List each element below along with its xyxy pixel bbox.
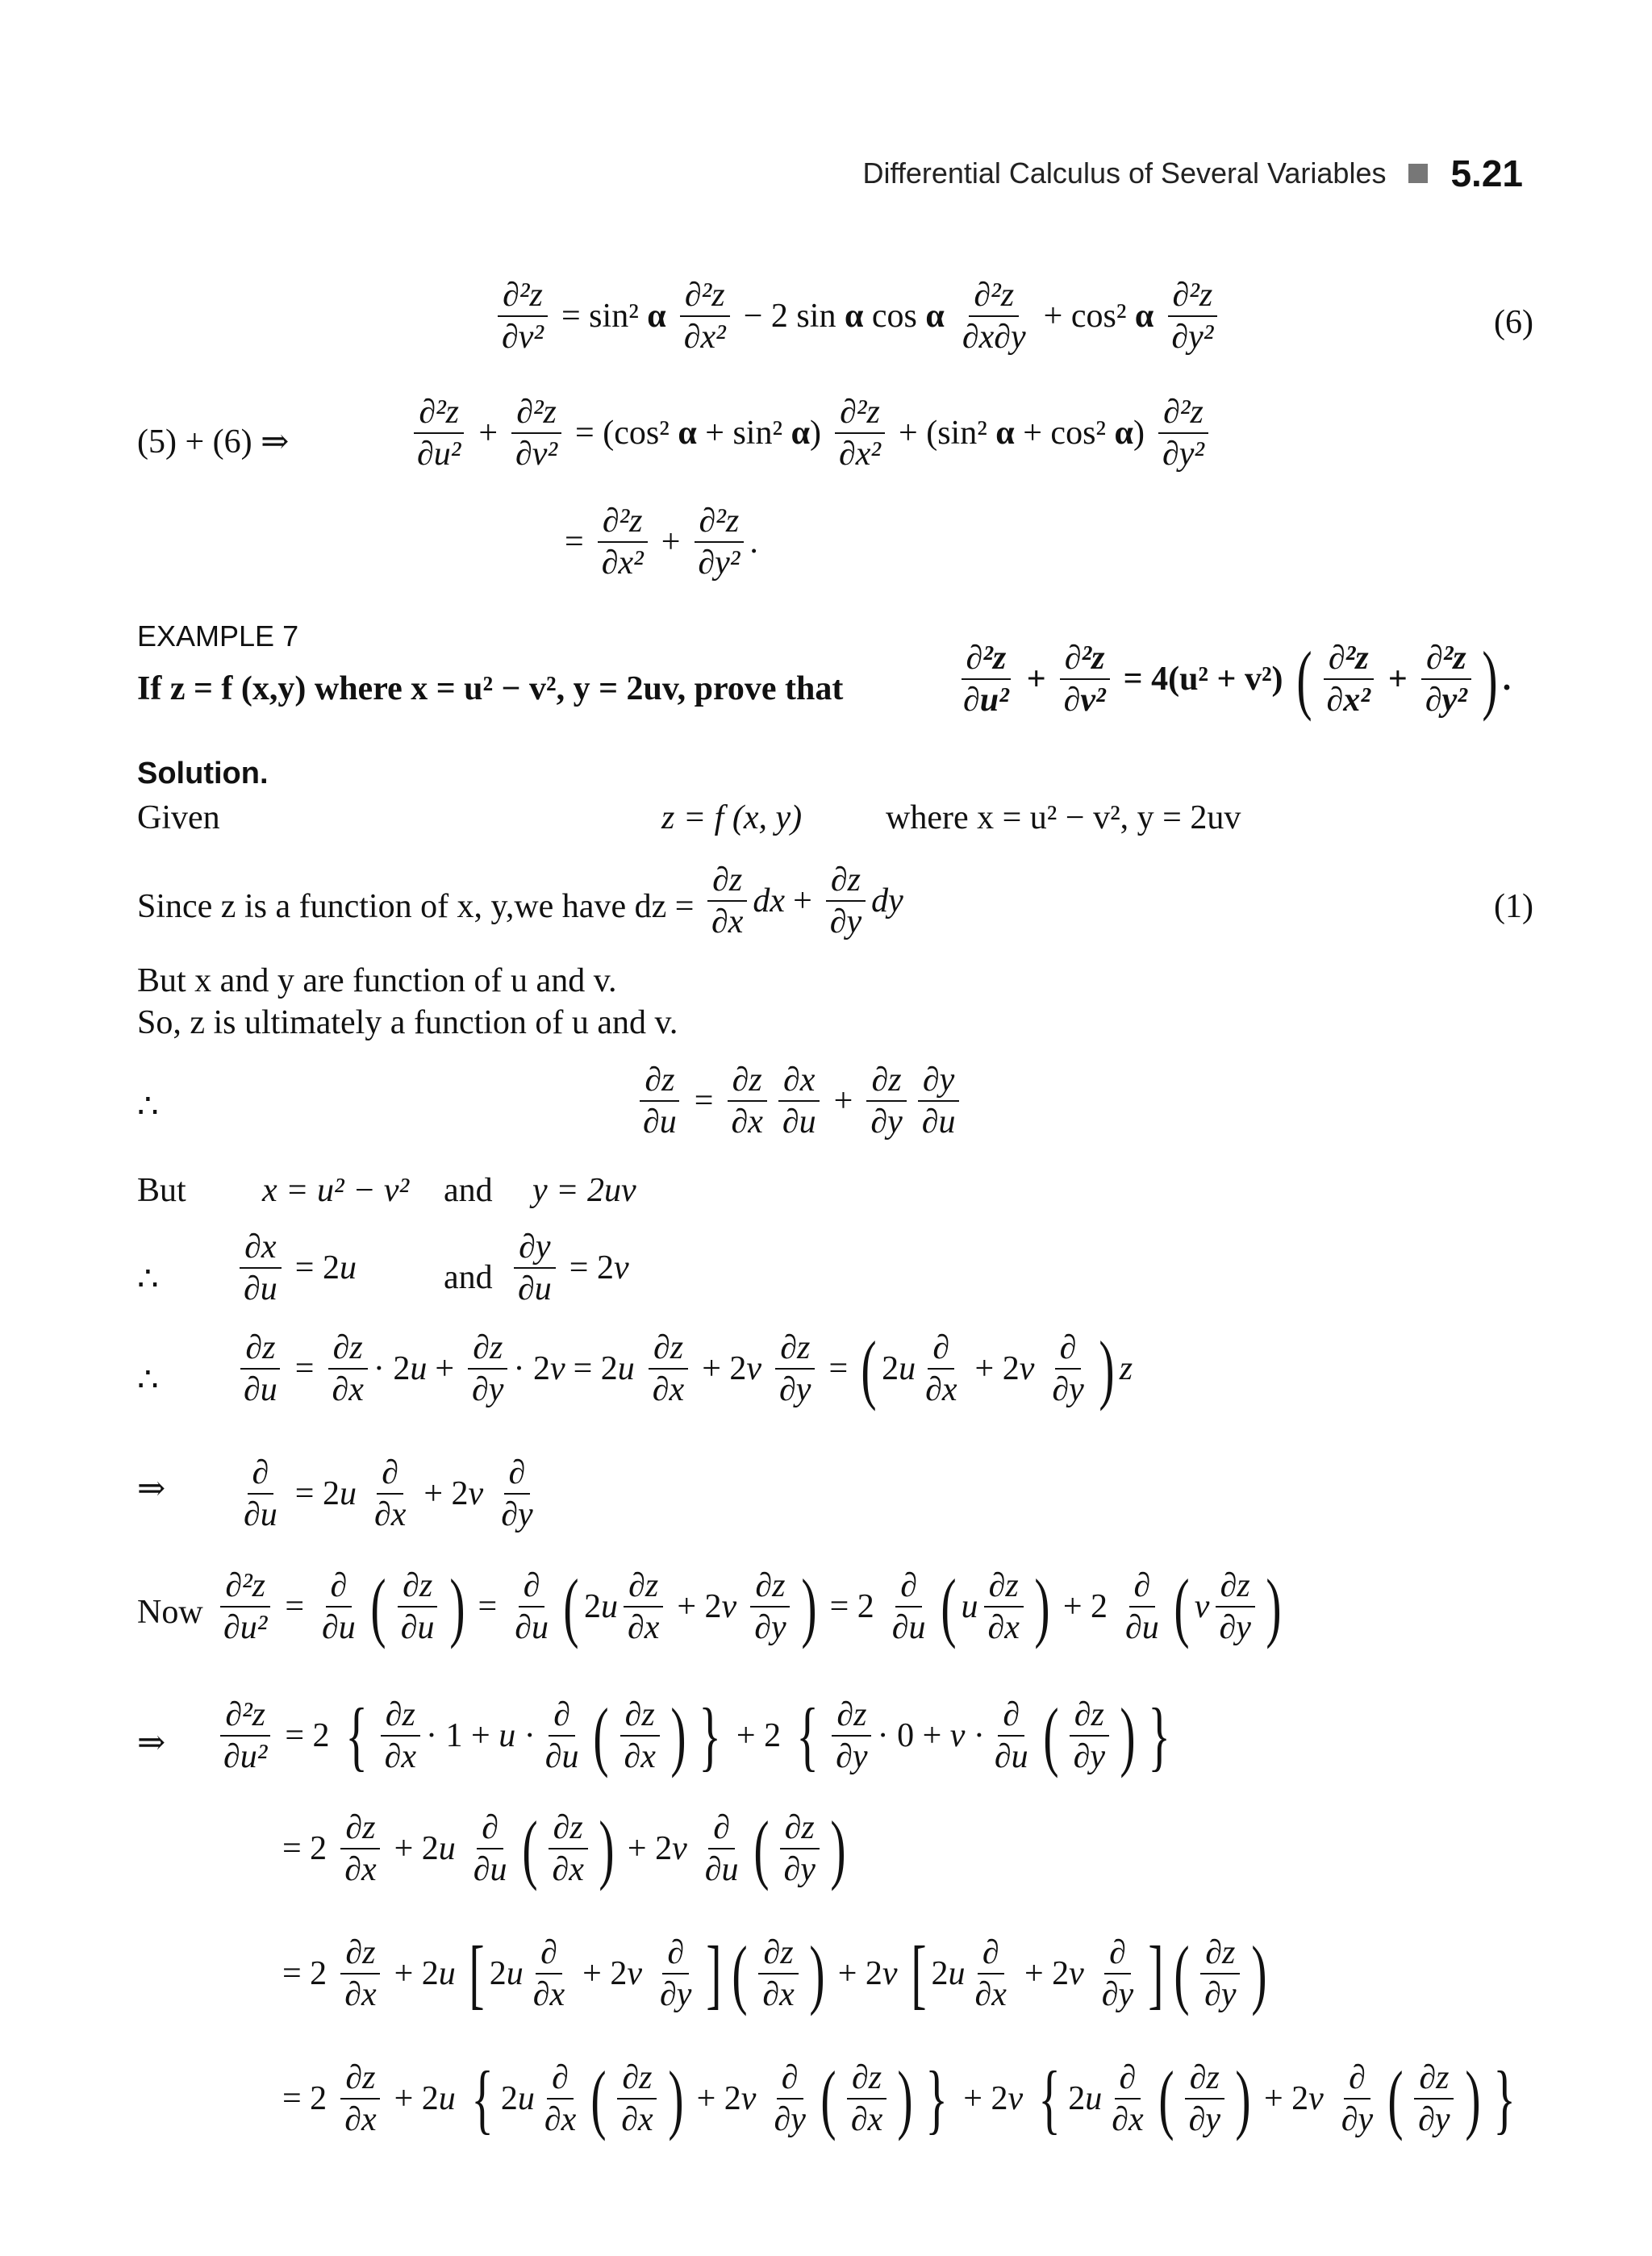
therefore-1: ∴ [137,1088,159,1125]
now-label: Now [137,1594,203,1631]
y-definition: y = 2uv [532,1172,636,1209]
running-title: Differential Calculus of Several Variables [862,156,1387,190]
example-target-equation: $\frac{\text{∂²z}}{\text{∂u²}}$ + $\frac{\text{∂²z}}{\text{∂v²}}$ = 4(u² + v²) ( $\frac{\text{∂²z}}{\text{∂x²}}$ + $\frac{\text{∂²z}}{\text{∂y²}}$ ) . [953,641,1511,717]
dz-du-expanded: $\frac{\partial z}{\partial u}$ = $\frac{\partial z}{\partial x}$ · 2u + $\frac{\partial z}{\partial y}$ · 2v = 2u $\frac{\partial z}{\partial x}$ + 2v $\frac{\partial z}{\partial y}$ = ( 2u $\frac{\partial}{\partial x}$ + 2v $\frac{\partial}{\partial y}$ ) z [234,1331,1133,1407]
separator-square-icon [1408,164,1428,183]
equation-sum: $\frac{\text{∂²z}}{\text{∂u²}}$ + $\frac{\text{∂²z}}{\text{∂v²}}$ = (cos² α + sin² α) $\frac{\text{∂²z}}{\text{∂x²}}$ + (sin² α + cos² α) $\frac{\text{∂²z}}{\text{∂y²}}$ [407,395,1214,471]
equation-sum-result: = $\frac{\text{∂²z}}{\text{∂x²}}$ + $\frac{\text{∂²z}}{\text{∂y²}}$ . [565,502,758,582]
second-derivative-step-4: = 2 $\frac{\partial z}{\partial x}$ + 2u { 2u $\frac{\partial}{\partial x}$ ( $\frac{\partial z}{\partial x}$ ) + 2v $\frac{\partial}{\partial y}$ ( $\frac{\partial z}{\partial x}$ ) } + 2v { 2u $\frac{\partial}{\partial x}$ ( $\frac{\partial z}{\partial y}$ ) + 2v $\frac{\partial}{\partial y}$ ( $\frac{\partial z}{\partial y}$ ) } [282,2054,1516,2141]
second-derivative-u: $\frac{\text{∂²z}}{\text{∂u²}}$ = $\frac{\partial}{\partial u}$ ( $\frac{\partial z}{\partial u}$ ) = $\frac{\partial}{\partial u}$ ( 2u $\frac{\partial z}{\partial x}$ + 2v $\frac{\partial z}{\partial y}$ ) = 2 $\frac{\partial}{\partial u}$ ( u $\frac{\partial z}{\partial x}$ ) + 2 $\frac{\partial}{\partial u}$ ( v $\frac{\partial z}{\partial y}$ ) [214,1569,1287,1645]
operator-identity: $\frac{\partial}{\partial u}$ = 2u $\frac{\partial}{\partial x}$ + 2v $\frac{\partial}{\partial y}$ [244,1454,533,1533]
page-number: 5.21 [1450,152,1523,194]
total-differential: $\frac{\partial z}{\partial x}$ dx + $\frac{\partial z}{\partial y}$ dy [702,863,903,939]
and-label-2: and [444,1259,493,1296]
but-line: But x and y are function of u and v. [137,962,617,999]
dy-du: $\frac{\partial y}{\partial u}$ = 2v [508,1230,637,1306]
but-label: But [137,1172,186,1209]
given-label: Given [137,799,220,836]
equation-number-1: (1) [1494,888,1533,925]
dx-du: $\frac{\partial x}{\partial u}$ = 2u [234,1230,365,1306]
chain-rule-u: $\frac{\partial z}{\partial u}$ = $\frac{\partial z}{\partial x}$ $\frac{\partial x}{\partial u}$ + $\frac{\partial z}{\partial y}$ $\frac{\partial y}{\partial u}$ [633,1063,965,1139]
since-text: Since z is a function of x, y,we have dz = [137,888,695,925]
solution-heading: Solution. [137,757,269,790]
second-derivative-step: $\frac{\text{∂²z}}{\text{∂u²}}$ = 2 { $\frac{\partial z}{\partial x}$ · 1 + u · $\frac{\partial}{\partial u}$ ( $\frac{\partial z}{\partial x}$ ) } + 2 { $\frac{\partial z}{\partial y}$ · 0 + v · $\frac{\partial}{\partial u}$ ( $\frac{\partial z}{\partial y}$ ) } [214,1698,1178,1774]
example-statement: If z = f (x,y) where x = u² − v², y = 2uv, prove that [137,670,844,707]
implies-2: ⇒ [137,1724,166,1762]
implies-1: ⇒ [137,1470,166,1507]
and-label-1: and [444,1172,493,1209]
therefore-2: ∴ [137,1261,159,1298]
so-line: So, z is ultimately a function of u and v. [137,1004,678,1041]
running-header [862,152,1523,195]
equation-number-6: (6) [1494,304,1533,341]
second-derivative-step-3: = 2 $\frac{\partial z}{\partial x}$ + 2u [ 2u $\frac{\partial}{\partial x}$ + 2v $\frac{\partial}{\partial y}$ ] ( $\frac{\partial z}{\partial x}$ ) + 2v [ 2u $\frac{\partial}{\partial x}$ + 2v $\frac{\partial}{\partial y}$ ] ( $\frac{\partial z}{\partial y}$ ) [282,1929,1267,2016]
x-definition: x = u² − v² [262,1172,410,1209]
sum-label: (5) + (6) ⇒ [137,423,290,461]
example-heading: EXAMPLE 7 [137,619,299,653]
given-equation: z = f (x, y) [661,799,803,836]
equation-6: $\frac{\text{∂²z}}{\text{∂v²}}$ = sin² α $\frac{\text{∂²z}}{\text{∂x²}}$ − 2 sin α cos α $\frac{\text{∂²z}}{\partial x\partial y}$ + cos² α $\frac{\text{∂²z}}{\text{∂y²}}$ [492,278,1223,354]
therefore-3: ∴ [137,1362,159,1399]
given-where: where x = u² − v², y = 2uv [886,799,1241,836]
second-derivative-step-2: = 2 $\frac{\partial z}{\partial x}$ + 2u $\frac{\partial}{\partial u}$ ( $\frac{\partial z}{\partial x}$ ) + 2v $\frac{\partial}{\partial u}$ ( $\frac{\partial z}{\partial y}$ ) [282,1804,846,1891]
